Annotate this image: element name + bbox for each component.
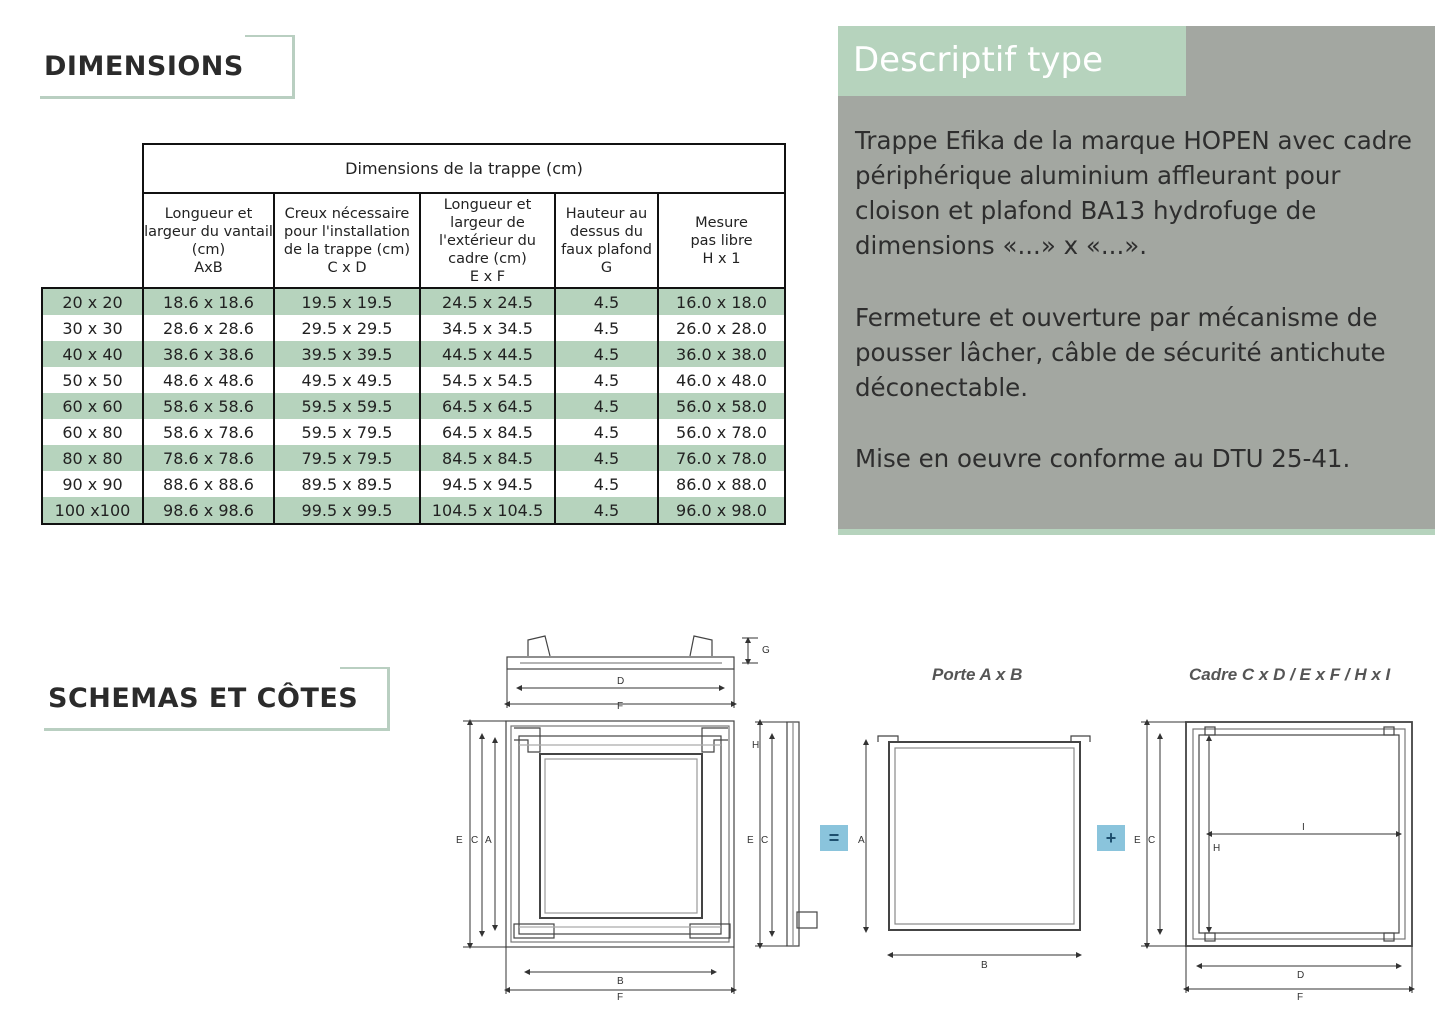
column-header-hauteur: Hauteur au dessus du faux plafond G <box>555 193 658 288</box>
front-view-drawing <box>506 721 734 947</box>
label-f-cadre: F <box>1297 992 1304 1003</box>
column-header-creux: Creux nécessaire pour l'installation de la trappe (cm) C x D <box>274 193 420 288</box>
label-i-cadre: I <box>1302 822 1305 833</box>
table-cell: 4.5 <box>555 315 658 341</box>
table-cell: 98.6 x 98.6 <box>143 497 274 524</box>
label-h-side: H <box>752 740 760 751</box>
table-cell: 26.0 x 28.0 <box>658 315 785 341</box>
table-cell: 80 x 80 <box>42 445 143 471</box>
table-cell: 64.5 x 64.5 <box>420 393 555 419</box>
label-d-cadre: D <box>1297 970 1305 981</box>
table-cell: 60 x 80 <box>42 419 143 445</box>
label-e-front: E <box>456 835 463 846</box>
table-cell: 36.0 x 38.0 <box>658 341 785 367</box>
label-f-profile: F <box>617 701 624 712</box>
label-f-front: F <box>617 992 624 1003</box>
cadre-caption: Cadre C x D / E x F / H x I <box>1189 665 1391 684</box>
descriptif-paragraph-2: Fermeture et ouverture par mécanisme de pousser lâcher, câble de sécurité antichute déconectable. <box>855 303 1386 402</box>
schemas-title: SCHEMAS ET CÔTES <box>48 683 359 714</box>
table-cell: 60 x 60 <box>42 393 143 419</box>
dimension-lines-side <box>755 722 787 946</box>
table-cell: 28.6 x 28.6 <box>143 315 274 341</box>
table-cell: 16.0 x 18.0 <box>658 288 785 315</box>
label-a-porte: A <box>858 835 865 846</box>
table-cell: 39.5 x 39.5 <box>274 341 420 367</box>
table-cell: 58.6 x 58.6 <box>143 393 274 419</box>
dimension-lines-front <box>463 721 734 994</box>
table-cell: 4.5 <box>555 288 658 315</box>
table-cell: 50 x 50 <box>42 367 143 393</box>
dimension-lines-cadre <box>1141 722 1412 993</box>
table-cell: 58.6 x 78.6 <box>143 419 274 445</box>
table-cell: 4.5 <box>555 497 658 524</box>
table-cell: 59.5 x 79.5 <box>274 419 420 445</box>
table-cell: 4.5 <box>555 367 658 393</box>
label-c-side: C <box>761 835 769 846</box>
table-cell: 88.6 x 88.6 <box>143 471 274 497</box>
descriptif-title: Descriptif type <box>853 40 1104 80</box>
table-cell: 48.6 x 48.6 <box>143 367 274 393</box>
table-cell: 46.0 x 48.0 <box>658 367 785 393</box>
label-e-side: E <box>747 835 754 846</box>
table-cell: 4.5 <box>555 419 658 445</box>
profile-view-drawing <box>507 636 734 669</box>
label-h-cadre: H <box>1213 843 1221 854</box>
porte-drawing <box>878 736 1090 930</box>
label-b-front: B <box>617 976 624 987</box>
table-cell: 56.0 x 58.0 <box>658 393 785 419</box>
table-cell: 38.6 x 38.6 <box>143 341 274 367</box>
table-cell: 96.0 x 98.0 <box>658 497 785 524</box>
table-cell: 54.5 x 54.5 <box>420 367 555 393</box>
table-cell: 56.0 x 78.0 <box>658 419 785 445</box>
table-cell: 4.5 <box>555 393 658 419</box>
table-cell: 24.5 x 24.5 <box>420 288 555 315</box>
table-cell: 18.6 x 18.6 <box>143 288 274 315</box>
table-cell: 40 x 40 <box>42 341 143 367</box>
dimension-lines-profile <box>507 638 758 708</box>
dimension-lines-porte <box>866 742 1079 955</box>
label-d-profile: D <box>617 676 625 687</box>
table-cell: 94.5 x 94.5 <box>420 471 555 497</box>
table-cell: 86.0 x 88.0 <box>658 471 785 497</box>
table-cell: 29.5 x 29.5 <box>274 315 420 341</box>
table-cell: 64.5 x 84.5 <box>420 419 555 445</box>
table-cell: 76.0 x 78.0 <box>658 445 785 471</box>
table-cell: 49.5 x 49.5 <box>274 367 420 393</box>
plus-symbol: + <box>1097 825 1125 851</box>
column-header-cadre-exterieur: Longueur et largeur de l'extérieur du cadre (cm) E x F <box>420 193 555 288</box>
column-header-vantail: Longueur et largeur du vantail (cm) AxB <box>143 193 274 288</box>
table-cell: 4.5 <box>555 445 658 471</box>
table-cell: 20 x 20 <box>42 288 143 315</box>
table-cell: 79.5 x 79.5 <box>274 445 420 471</box>
table-cell: 44.5 x 44.5 <box>420 341 555 367</box>
table-cell: 34.5 x 34.5 <box>420 315 555 341</box>
label-c-cadre: C <box>1148 835 1156 846</box>
column-header-pas-libre: Mesure pas libre H x 1 <box>658 193 785 288</box>
table-cell: 100 x100 <box>42 497 143 524</box>
label-a-front: A <box>485 835 492 846</box>
table-cell: 4.5 <box>555 471 658 497</box>
table-cell: 84.5 x 84.5 <box>420 445 555 471</box>
table-cell: 99.5 x 99.5 <box>274 497 420 524</box>
table-cell: 4.5 <box>555 341 658 367</box>
side-view-drawing <box>787 722 817 946</box>
table-cell: 19.5 x 19.5 <box>274 288 420 315</box>
label-c-front: C <box>471 835 479 846</box>
table-cell: 59.5 x 59.5 <box>274 393 420 419</box>
label-g: G <box>762 645 770 656</box>
table-cell: 78.6 x 78.6 <box>143 445 274 471</box>
table-cell: 30 x 30 <box>42 315 143 341</box>
dimensions-title: DIMENSIONS <box>44 51 244 82</box>
table-cell: 104.5 x 104.5 <box>420 497 555 524</box>
label-b-porte: B <box>981 960 988 971</box>
table-cell: 89.5 x 89.5 <box>274 471 420 497</box>
equals-symbol: = <box>820 825 848 851</box>
porte-caption: Porte A x B <box>932 665 1023 684</box>
descriptif-paragraph-3: Mise en oeuvre conforme au DTU 25-41. <box>855 444 1351 473</box>
label-e-cadre: E <box>1134 835 1141 846</box>
table-cell: 90 x 90 <box>42 471 143 497</box>
descriptif-paragraph-1: Trappe Efika de la marque HOPEN avec cadre périphérique aluminium affleurant pour cloison et plafond BA13 hydrofuge de dimensions «...» x «...». <box>855 126 1412 260</box>
table-group-header: Dimensions de la trappe (cm) <box>143 144 785 193</box>
